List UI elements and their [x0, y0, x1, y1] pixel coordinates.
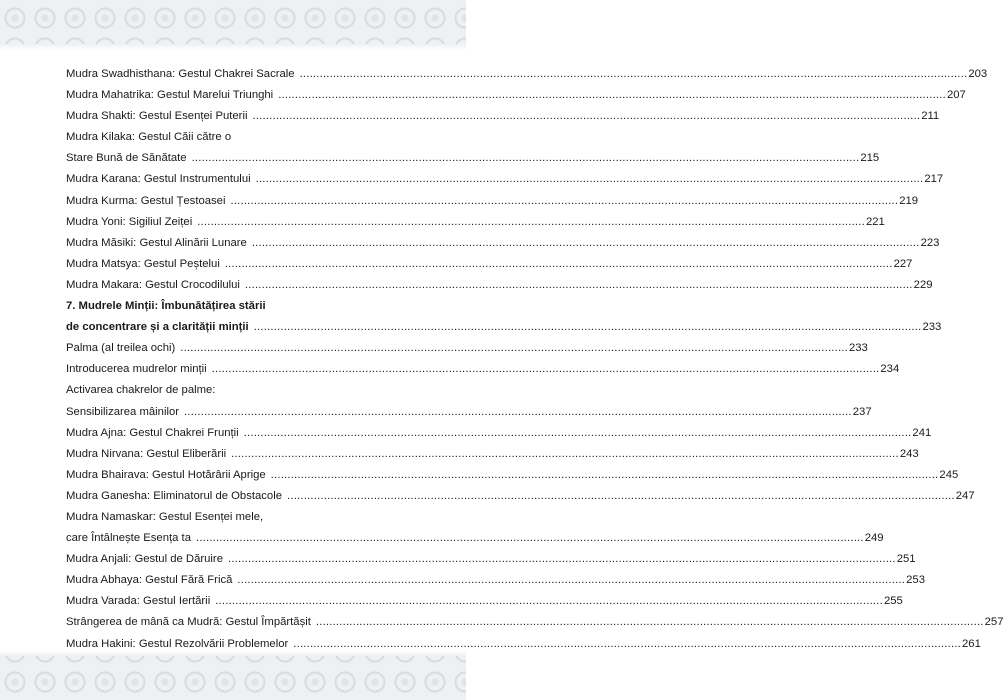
toc-page-number: 233	[848, 342, 868, 355]
toc-entry-title: Mudra Yoni: Sigiliul Zeiței	[66, 215, 193, 228]
toc-entry-title: Stare Bună de Sănătate	[66, 152, 187, 165]
toc-page-number: 203	[968, 68, 988, 80]
toc-entry	[66, 317, 942, 338]
toc-entry	[66, 233, 940, 254]
toc-page-number: 215	[860, 152, 880, 165]
toc-entry	[66, 254, 913, 275]
decorative-top-border	[0, 0, 466, 50]
dot-leader: ........................................................................................................................................................................................................	[180, 342, 848, 355]
toc-entry-title: Activarea chakrelor de palme:	[66, 384, 216, 397]
dot-leader: ........................................................................................................................................................................................................	[243, 426, 912, 439]
toc-entry-title: Mudra Shakti: Gestul Esenței Puterii	[66, 110, 248, 123]
toc-entry	[66, 169, 944, 190]
toc-entry	[66, 444, 919, 465]
toc-entry	[66, 64, 988, 85]
dot-leader: ........................................................................................................................................................................................................	[195, 532, 864, 545]
dot-leader: ........................................................................................................................................................................................................	[230, 194, 899, 207]
toc-page-number: 211	[921, 110, 940, 123]
toc-page-number: 257	[984, 616, 1003, 629]
toc-page-number: 255	[883, 595, 903, 608]
toc-page-number: 247	[955, 489, 975, 502]
dot-leader: ........................................................................................................................................................................................................	[224, 257, 893, 270]
toc-entry-title: Introducerea mudrelor minții	[66, 363, 207, 376]
toc-page-number: 243	[899, 447, 919, 460]
toc-page-number: 234	[880, 363, 900, 376]
toc-page-number: 219	[899, 194, 919, 207]
toc-entry-title: de concentrare și a clarității minții	[66, 321, 249, 334]
toc-page-number: 223	[920, 236, 940, 249]
dot-leader: ........................................................................................................................................................................................................	[251, 236, 920, 249]
toc-page-number: 233	[922, 321, 942, 334]
toc-entry	[66, 528, 884, 549]
decorative-bottom-border	[0, 650, 466, 700]
toc-entry-title: Mudra Makara: Gestul Crocodilului	[66, 278, 240, 291]
toc-entry-title: Strângerea de mână ca Mudră: Gestul Împărtășit	[66, 616, 311, 629]
dot-leader: ........................................................................................................................................................................................................	[299, 68, 968, 80]
toc-entry	[66, 380, 362, 401]
toc-entry-title: Mudra Karana: Gestul Instrumentului	[66, 173, 251, 186]
toc-entry	[66, 486, 975, 507]
toc-page-number: 245	[939, 468, 959, 481]
toc-entry-title: Mudra Ganesha: Eliminatorul de Obstacole	[66, 489, 283, 502]
toc-page-number: 221	[865, 215, 885, 228]
toc-entry	[66, 148, 880, 169]
toc-entry-title: Mudra Ajna: Gestul Chakrei Frunții	[66, 426, 239, 439]
toc-entry-title: Mudra Kurma: Gestul Țestoasei	[66, 194, 226, 207]
toc-entry	[66, 507, 362, 528]
toc-entry	[66, 591, 903, 612]
toc-page-number: 217	[924, 173, 944, 186]
toc-entry-title: Mudra Kilaka: Gestul Căii către o	[66, 131, 232, 144]
toc-entry	[66, 191, 919, 212]
toc-page-number: 241	[912, 426, 932, 439]
toc-entry	[66, 423, 932, 444]
toc-entry	[66, 612, 1003, 633]
toc-entry-title: Mudra Namaskar: Gestul Esenței mele,	[66, 510, 264, 523]
toc-entry-title: Mudra Hakini: Gestul Rezolvării Problemelor	[66, 637, 289, 650]
toc-entry-title: Mudra Abhaya: Gestul Fără Frică	[66, 574, 233, 587]
toc-page-number: 237	[852, 405, 872, 418]
dot-leader: ........................................................................................................................................................................................................	[211, 363, 880, 376]
toc-entry-title: Mudra Mahatrika: Gestul Marelui Triunghi	[66, 89, 274, 102]
toc-page-number: 229	[913, 278, 933, 291]
dot-leader: ........................................................................................................................................................................................................	[197, 215, 865, 228]
toc-page-number: 227	[893, 257, 913, 270]
toc-entry	[66, 296, 362, 317]
toc-page-number: 251	[896, 553, 916, 566]
toc-entry-title: Sensibilizarea mâinilor	[66, 405, 180, 418]
toc-entry-title: Mudra Varada: Gestul Iertării	[66, 595, 211, 608]
toc-entry	[66, 212, 885, 233]
dot-leader: ........................................................................................................................................................................................................	[244, 278, 913, 291]
toc-entry-title: Mudra Bhairava: Gestul Hotărârii Aprige	[66, 468, 266, 481]
toc-page-number: 253	[906, 574, 925, 587]
toc-entry	[66, 338, 868, 359]
dot-leader: ........................................................................................................................................................................................................	[315, 616, 984, 629]
toc-entry	[66, 106, 940, 127]
dot-leader: ........................................................................................................................................................................................................	[184, 405, 852, 418]
toc-entry-title: 7. Mudrele Minții: Îmbunătățirea stării	[66, 300, 266, 313]
dot-leader: ........................................................................................................................................................................................................	[237, 574, 906, 587]
dot-leader: ........................................................................................................................................................................................................	[252, 110, 921, 123]
toc-page-number: 207	[946, 89, 966, 102]
toc-entry-title: Mudra Matsya: Gestul Peștelui	[66, 257, 220, 270]
dot-leader: ........................................................................................................................................................................................................	[278, 89, 946, 102]
toc-entry	[66, 85, 966, 106]
toc-entry	[66, 127, 362, 148]
toc-entry	[66, 570, 925, 591]
dot-leader: ........................................................................................................................................................................................................	[231, 447, 899, 460]
toc-page-number: 261	[962, 637, 981, 650]
table-of-contents	[66, 64, 1003, 676]
toc-entry	[66, 549, 916, 570]
toc-entry	[66, 465, 959, 486]
dot-leader: ........................................................................................................................................................................................................	[227, 553, 896, 566]
toc-entry	[66, 275, 933, 296]
toc-entry	[66, 359, 900, 380]
toc-entry-title: Mudra Măsiki: Gestul Alinării Lunare	[66, 236, 247, 249]
toc-entry-title: Palma (al treilea ochi)	[66, 342, 176, 355]
dot-leader: ........................................................................................................................................................................................................	[253, 321, 922, 334]
toc-entry-title: Mudra Swadhisthana: Gestul Chakrei Sacrale	[66, 68, 295, 80]
toc-entry-title: care Întâlnește Esența ta	[66, 532, 191, 545]
toc-entry-title: Mudra Nirvana: Gestul Eliberării	[66, 447, 227, 460]
toc-page-number: 249	[864, 532, 884, 545]
toc-entry-title: Mudra Anjali: Gestul de Dăruire	[66, 553, 223, 566]
dot-leader: ........................................................................................................................................................................................................	[287, 489, 955, 502]
toc-entry	[66, 402, 872, 423]
dot-leader: ........................................................................................................................................................................................................	[293, 637, 961, 650]
dot-leader: ........................................................................................................................................................................................................	[255, 173, 924, 186]
dot-leader: ........................................................................................................................................................................................................	[215, 595, 883, 608]
dot-leader: ........................................................................................................................................................................................................	[191, 152, 860, 165]
dot-leader: ........................................................................................................................................................................................................	[270, 468, 939, 481]
